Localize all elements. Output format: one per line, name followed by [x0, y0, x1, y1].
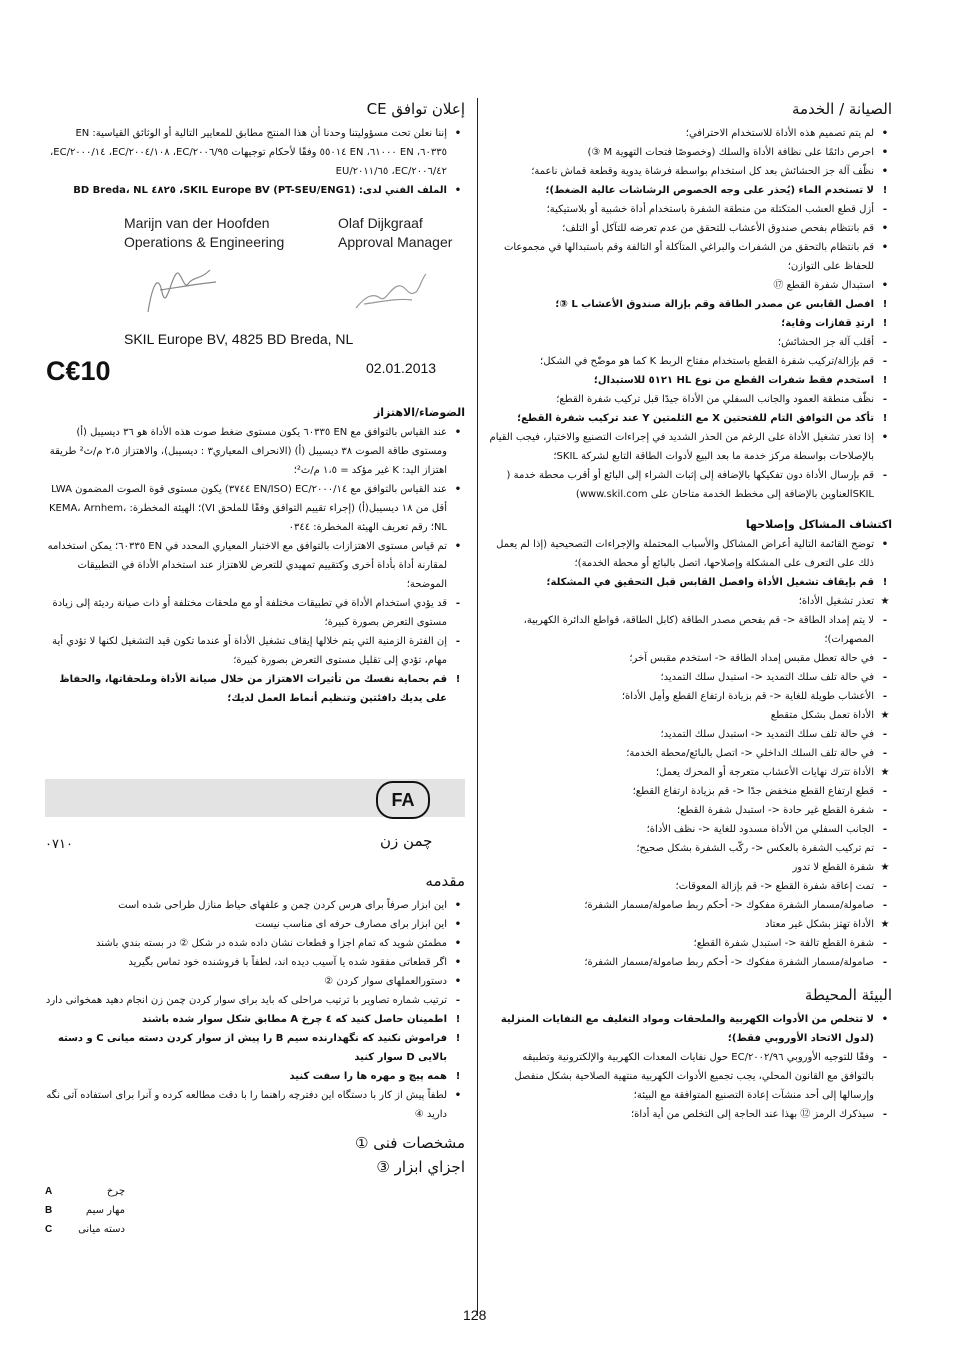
list-item — [45, 632, 465, 670]
list-item-text: احرص دائمًا على نظافة الأداة والسلك (وخصوصًا فتحات التهوية M ③) — [587, 147, 874, 158]
list-item-text: اين ابزار برای مصارف حرفه ای مناسب نيست — [255, 919, 447, 930]
list-item — [488, 352, 892, 371]
bullet-marker: ! — [882, 185, 888, 196]
list-item — [488, 200, 892, 219]
list-item-text: أقلب آلة جز الحشائش؛ — [777, 337, 874, 348]
bullet-marker: • — [881, 242, 889, 253]
bullet-marker: ★ — [880, 919, 890, 930]
list-item — [488, 333, 892, 352]
list-item-text: في حالة تعطل مقبس إمداد الطاقة <- استخدم مقبس آخر؛ — [629, 653, 874, 664]
list-item-text: همه پيچ و مهره ها را سفت كنيد — [289, 1071, 447, 1082]
list-item-text: شفرة القطع غير حادة <- استبدل شفرة القطع؛ — [676, 805, 874, 816]
bullet-marker: • — [454, 919, 462, 930]
list-item-text: الملف الفني لدى: SKIL Europe BV (PT-SEU/ENG1)، ٤٨٢٥ BD Breda، NL — [73, 185, 447, 196]
list-item — [488, 219, 892, 238]
parts-list — [45, 1182, 465, 1239]
list-item-text: الأداة تترك نهايات الأعشاب متعرجة أو المحرك يعمل؛ — [655, 767, 874, 778]
list-item — [45, 670, 465, 708]
bullet-marker: ★ — [880, 767, 890, 778]
list-item-text: تم قياس مستوى الاهتزازات بالتوافق مع الاختبار المعياري المحدد في EN ٦٠٣٣٥؛ يمكن استخدامه لمقارنة أداة بأداة أخرى وكتقييم تمهيدي للتعرض للاهتزاز عند استخدام الأداة في التطبيقات الموضحة؛ — [47, 541, 447, 590]
list-item — [488, 801, 892, 820]
list-item — [45, 594, 465, 632]
list-item — [488, 839, 892, 858]
bullet-marker: • — [881, 147, 889, 158]
bullet-marker: • — [454, 957, 462, 968]
declaration-date: 02.01.2013 — [366, 360, 437, 376]
bullet-marker: - — [882, 786, 888, 797]
list-item — [45, 934, 465, 953]
bullet-marker: • — [454, 427, 462, 438]
bullet-marker: ! — [882, 375, 888, 386]
bullet-marker: - — [882, 470, 888, 481]
bullet-marker: • — [454, 541, 462, 552]
list-item — [488, 143, 892, 162]
fa-model-number: ٠٧١٠ — [45, 836, 73, 851]
bullet-marker: ! — [882, 413, 888, 424]
list-item — [488, 124, 892, 143]
list-item-text: عند القياس بالتوافق مع ٢٠٠٠/١٤/EC (EN/ISO ٣٧٤٤) يكون مستوى قوة الصوت المضمون LWA أقل من ١٨ ديسيبل(أ) (إجراء تقييم التوافق وفقًا للملحق VI)؛ الهيئة المخطرة: KEMA، Arnhem، NL؛ رقم تعريف الهيئة المخطرة: ٠٣٤٤ — [48, 484, 447, 533]
bullet-marker: ★ — [880, 862, 890, 873]
list-item-text: قم بإيقاف تشغيل الأداة وافصل القابس قبل التحقيق في المشكلة؛ — [546, 577, 874, 588]
list-item — [45, 480, 465, 537]
list-item-text: قد يؤدي استخدام الأداة في تطبيقات مختلفة أو مع ملحقات مختلفة أو ذات صيانة رديئة إلى زيادة مستوى التعرض بصورة كبيرة؛ — [52, 598, 447, 628]
list-item-text: فراموش نكنيد كه نگهدارنده سيم B را پيش از سوار كردن دسته ميانی C و دسته بالايی D سوار كنيد — [57, 1033, 447, 1063]
ce-mark-logo: C€10 — [46, 356, 111, 386]
list-item-text: تمت إعاقة شفرة القطع <- قم بإزالة المعوقات؛ — [675, 881, 874, 892]
list-item-text: استخدم فقط شفرات القطع من نوع HL ٥١٢١ للاستبدال؛ — [593, 375, 874, 386]
bullet-marker: • — [881, 1014, 889, 1025]
list-item-text: قم بانتظام بالتحقق من الشفرات والبراغي المتآكلة أو التالفة وقم باستبدالها في مجموعات للحفاظ على التوازن؛ — [503, 242, 874, 272]
list-item — [45, 972, 465, 991]
list-item — [45, 124, 465, 181]
signer2-role: Approval Manager — [338, 234, 453, 250]
list-item-text: قم بانتظام بفحص صندوق الأعشاب للتحقق من عدم تعرضه للتآكل أو التلف؛ — [562, 223, 874, 234]
list-item — [488, 725, 892, 744]
list-item — [488, 535, 892, 573]
list-item — [488, 763, 892, 782]
bullet-marker: - — [882, 356, 888, 367]
bullet-marker: • — [454, 938, 462, 949]
bullet-marker: - — [882, 805, 888, 816]
bullet-marker: - — [882, 653, 888, 664]
bullet-marker: - — [882, 900, 888, 911]
bullet-marker: • — [881, 432, 889, 443]
bullet-marker: • — [881, 539, 889, 550]
list-item — [488, 649, 892, 668]
signer1-role: Operations & Engineering — [124, 234, 285, 250]
list-item — [488, 276, 892, 295]
list-item — [488, 409, 892, 428]
signature-1 — [140, 262, 220, 317]
list-item-text: لا يتم إمداد الطاقة <- قم بفحص مصدر الطاقة (كابل الطاقة، قواطع الدائرة الكهربية، المصهرات)؛ — [523, 615, 874, 645]
bullet-marker: ★ — [880, 596, 890, 607]
bullet-marker: - — [882, 938, 888, 949]
list-item-text: تم تركيب الشفرة بالعكس <- ركّب الشفرة بشكل صحيح؛ — [636, 843, 874, 854]
list-item-text: اين ابزار صرفاً براى هرس كردن چمن و علفهای حیاط منازل طراحی شده است — [118, 900, 447, 911]
fa-section — [45, 872, 465, 1239]
list-item-text: عند القياس بالتوافق مع EN ٦٠٣٣٥ يكون مستوى ضغط صوت هذه الأداة هو ٣٦ ديسيبل (أ) ومستوى طاقة الصوت ٣٨ ديسيبل (أ) (الانحراف المعياري٣ : ديسيبل)، والاهتزاز ٢،٥ م/ث² طريقة اهتزاز اليد: K غير مؤكد = ١،٥ م/ث²؛ — [49, 427, 447, 476]
list-item — [45, 953, 465, 972]
list-item-text: في حالة تلف سلك التمديد <- استبدل سلك التمديد؛ — [660, 729, 874, 740]
conformity-list — [45, 124, 465, 200]
noise-section — [45, 406, 465, 708]
list-item-text: دستورالعملهای سوار كردن ② — [324, 976, 447, 987]
list-item — [45, 537, 465, 594]
specs-heading: مشخصات فنی ① — [355, 1134, 465, 1152]
list-item — [488, 592, 892, 611]
bullet-marker: ★ — [880, 710, 890, 721]
list-item — [488, 858, 892, 877]
list-item-text: لم يتم تصميم هذه الأداة للاستخدام الاحترافي؛ — [685, 128, 874, 139]
list-item-text: الأداة تعمل بشكل متقطع — [770, 710, 874, 721]
part-item — [45, 1201, 125, 1220]
list-item-text: لا تتخلص من الأدوات الكهربية والملحقات ومواد التغليف مع النفايات المنزلية (لدول الاتحاد الأوروبي فقط)؛ — [500, 1014, 874, 1044]
bullet-marker: • — [881, 223, 889, 234]
environment-list — [488, 1010, 892, 1124]
troubleshooting-list — [488, 535, 892, 972]
list-item-text: تعذر تشغيل الأداة؛ — [798, 596, 874, 607]
list-item — [45, 181, 465, 200]
list-item-text: استبدال شفرة القطع ⑰ — [773, 280, 874, 291]
list-item-text: قم بإرسال الأداة دون تفكيكها بالإضافة إلى إثبات الشراء إلى البائع أو أقرب محطة خدمة ( SKILالعناوين بالإضافة إلى مخطط الخدمة متاحان على www.skil.com) — [506, 470, 874, 500]
noise-list — [45, 423, 465, 708]
bullet-marker: - — [882, 824, 888, 835]
right-column — [488, 100, 892, 1124]
bullet-marker: - — [882, 691, 888, 702]
bullet-marker: ! — [882, 577, 888, 588]
list-item-text: في حالة تلف السلك الداخلي <- اتصل بالبائع/محطة الخدمة؛ — [626, 748, 874, 759]
list-item-text: تأكد من التوافق التام للفتحتين X مع الثلمتين Y عند تركيب شفرة القطع؛ — [517, 413, 874, 424]
list-item-text: لا تستخدم الماء (يُحذر على وجه الخصوص الرشاشات عالية الضغط)؛ — [545, 185, 874, 196]
intro-list — [45, 896, 465, 1124]
list-item — [45, 896, 465, 915]
part-key: B — [45, 1205, 53, 1216]
list-item — [488, 953, 892, 972]
list-item — [488, 611, 892, 649]
bullet-marker: - — [882, 615, 888, 626]
part-item — [45, 1182, 125, 1201]
noise-heading: الضوضاء/الاهتزاز — [373, 406, 465, 419]
list-item-text: سيذكرك الرمز ⑫ بهذا عند الحاجة إلى التخلص من أية أداة؛ — [630, 1109, 874, 1120]
list-item-text: لطفاً پيش از كار با دستگاه اين دفترچه راهنما را با دقت مطالعه كرده و آنرا برای استفاده آتی نگه داريد ④ — [46, 1090, 447, 1120]
list-item — [488, 820, 892, 839]
bullet-marker: - — [882, 394, 888, 405]
bullet-marker: - — [882, 337, 888, 348]
list-item — [488, 687, 892, 706]
part-name: چرخ — [106, 1186, 125, 1197]
list-item — [488, 371, 892, 390]
troubleshooting-heading: اكتشاف المشاكل وإصلاحها — [745, 518, 892, 531]
list-item — [488, 934, 892, 953]
list-item-text: قم بإزالة/تركيب شفرة القطع باستخدام مفتاح الربط K كما هو موضّح في الشكل؛ — [540, 356, 874, 367]
list-item — [488, 1105, 892, 1124]
list-item-text: وفقًا للتوجيه الأوروبي ٢٠٠٢/٩٦/EC حول نفايات المعدات الكهربية والإلكترونية وتطبيقه بالتوافق مع القانون المحلي، يجب تجميع الأدوات الكهربية منتهية الصلاحية بشكل منفصل وإرسالها إلى أحد منشآت إعادة التصنيع المتوافقة مع البيئة؛ — [514, 1052, 874, 1101]
list-item — [45, 423, 465, 480]
list-item — [45, 1086, 465, 1124]
company-address: SKIL Europe BV, 4825 BD Breda, NL — [124, 331, 354, 347]
signer2-name: Olaf Dijkgraaf — [338, 215, 423, 231]
list-item — [488, 314, 892, 333]
bullet-marker: - — [882, 672, 888, 683]
list-item-text: شفرة القطع لا تدور — [792, 862, 874, 873]
signer1-name: Marijn van der Hoofden — [124, 215, 270, 231]
list-item-text: توضح القائمة التالية أعراض المشاكل والأسباب المحتملة والإجراءات التصحيحية (إذا لم يعمل ذلك على التعرف على المشكلة وإصلاحها، اتصل بالبائع أو محطة الخدمة)؛ — [496, 539, 874, 569]
list-item — [45, 915, 465, 934]
list-item-text: قم بحماية نفسك من تأثيرات الاهتزاز من خلال صيانة الأداة وملحقاتها، والحفاظ على يديك دافئتين وتنظيم أنماط العمل لديك؛ — [59, 674, 447, 704]
bullet-marker: - — [882, 1052, 888, 1063]
list-item — [488, 915, 892, 934]
list-item — [488, 782, 892, 801]
list-item-text: الأعشاب طويلة للغاية <- قم بزيادة ارتفاع القطع وأمِل الأداة؛ — [621, 691, 874, 702]
bullet-marker: - — [455, 636, 461, 647]
signature-2 — [350, 268, 430, 316]
list-item-text: اطمينان حاصل كنيد كه ٤ چرخ A مطابق شكل سوار شده باشند — [141, 1014, 447, 1025]
list-item — [488, 390, 892, 409]
bullet-marker: • — [454, 128, 462, 139]
part-key: C — [45, 1224, 53, 1235]
list-item — [488, 896, 892, 915]
list-item-text: شفرة القطع تالفة <- استبدل شفرة القطع؛ — [693, 938, 874, 949]
bullet-marker: • — [454, 484, 462, 495]
list-item — [488, 428, 892, 466]
maintenance-list — [488, 124, 892, 504]
list-item — [488, 1010, 892, 1048]
bullet-marker: • — [454, 185, 462, 196]
list-item — [488, 238, 892, 276]
bullet-marker: • — [454, 976, 462, 987]
list-item-text: مطمئن شويد كه تمام اجزا و قطعات نشان داده شده در شكل ② در بسته بندي باشند — [95, 938, 447, 949]
bullet-marker: - — [882, 204, 888, 215]
list-item — [488, 706, 892, 725]
list-item-text: صامولة/مسمار الشفرة مفكوك <- أحكم ربط صامولة/مسمار الشفرة؛ — [584, 957, 874, 968]
fa-language-badge: FA — [376, 781, 430, 819]
bullet-marker: ! — [455, 1033, 461, 1044]
conformity-heading: إعلان توافق CE — [366, 100, 465, 118]
bullet-marker: ! — [455, 674, 461, 685]
list-item-text: نظّف منطقة العمود والجانب السفلي من الأداة جيدًا قبل تركيب شفرة القطع؛ — [556, 394, 874, 405]
part-key: A — [45, 1186, 53, 1197]
bullet-marker: - — [882, 881, 888, 892]
intro-heading: مقدمه — [425, 872, 465, 890]
bullet-marker: ! — [882, 318, 888, 329]
bullet-marker: - — [455, 995, 461, 1006]
list-item-text: نظّف آلة جز الحشائش بعد كل استخدام بواسطة فرشاة يدوية وقطعة قماش ناعمة؛ — [531, 166, 874, 177]
list-item-text: إننا نعلن تحت مسؤوليتنا وحدنا أن هذا المنتج مطابق للمعايير التالية أو الوثائق القياسية: EN ٦٠٣٣٥، EN ٦١٠٠٠، EN ٥٥٠١٤ وفقًا لأحكام توجيهات ٢٠٠٦/٩٥/EC، ٢٠٠٤/١٠٨/EC، ٢٠٠٠/١٤/EC، ٢٠٠٦/٤٢/EC، ٢٠١١/٦٥/EU — [50, 128, 447, 177]
fa-product-title: چمن زن — [380, 832, 433, 850]
maintenance-heading: الصيانة / الخدمة — [791, 100, 892, 118]
list-item — [488, 668, 892, 687]
part-item — [45, 1220, 125, 1239]
bullet-marker: - — [882, 843, 888, 854]
list-item-text: إن الفترة الزمنية التي يتم خلالها إيقاف تشغيل الأداة أو عندما تكون قيد التشغيل لكنها لا تؤدي أية مهام، تؤدي إلى تقليل مستوى التعرض بصورة كبيرة؛ — [52, 636, 447, 666]
left-column — [45, 100, 465, 200]
bullet-marker: • — [881, 280, 889, 291]
list-item — [488, 573, 892, 592]
list-item-text: قطع ارتفاع القطع منخفض جدًا <- قم بزيادة ارتفاع القطع؛ — [632, 786, 874, 797]
page-number: 128 — [463, 1307, 487, 1323]
list-item — [488, 1048, 892, 1105]
list-item — [488, 466, 892, 504]
list-item-text: ارتدِ قفازات وقاية؛ — [781, 318, 874, 329]
bullet-marker: ! — [455, 1071, 461, 1082]
bullet-marker: • — [454, 900, 462, 911]
list-item-text: صامولة/مسمار الشفرة مفكوك <- أحكم ربط صامولة/مسمار الشفرة؛ — [584, 900, 874, 911]
list-item-text: الجانب السفلي من الأداة مسدود للغاية <- نظف الأداة؛ — [646, 824, 874, 835]
list-item-text: إذا تعذر تشغيل الأداة على الرغم من الحذر الشديد في إجراءات التصنيع والاختبار، فيجب القيام بالإصلاحات بواسطة مركز خدمة ما بعد البيع لأدوات الطاقة التابع لشركة SKIL؛ — [489, 432, 874, 462]
bullet-marker: - — [882, 1109, 888, 1120]
bullet-marker: - — [882, 729, 888, 740]
part-name: دسته میانی — [78, 1224, 125, 1235]
list-item — [45, 1067, 465, 1086]
column-divider — [477, 98, 478, 1316]
list-item — [45, 991, 465, 1010]
list-item — [488, 181, 892, 200]
list-item-text: في حالة تلف سلك التمديد <- استبدل سلك التمديد؛ — [660, 672, 874, 683]
bullet-marker: - — [455, 598, 461, 609]
list-item-text: أزل قطع العشب المتكتلة من منطقة الشفرة باستخدام أداة خشبية أو بلاستيكية؛ — [546, 204, 874, 215]
list-item-text: افصل القابس عن مصدر الطاقة وقم بإزالة صندوق الأعشاب L ③؛ — [555, 299, 874, 310]
part-name: مهار سيم — [85, 1205, 125, 1216]
list-item — [45, 1010, 465, 1029]
bullet-marker: • — [454, 1090, 462, 1101]
list-item-text: الأداة تهتز بشكل غير معتاد — [765, 919, 874, 930]
environment-heading: البيئة المحيطة — [804, 986, 892, 1004]
bullet-marker: ! — [882, 299, 888, 310]
list-item-text: ترتيب شماره تصاوير با ترتيب مراحلی كه بايد برای سوار كردن چمن زن انجام دهيد همخوانی دارد — [45, 995, 447, 1006]
bullet-marker: - — [882, 748, 888, 759]
list-item — [488, 744, 892, 763]
list-item — [488, 162, 892, 181]
bullet-marker: • — [881, 128, 889, 139]
list-item — [45, 1029, 465, 1067]
list-item — [488, 295, 892, 314]
parts-heading: اجزاي ابزار ③ — [376, 1158, 465, 1176]
list-item-text: اگر قطعاتی مفقود شده يا آسيب ديده اند، لطفاً با فروشنده خود تماس بگيريد — [128, 957, 447, 968]
list-item — [488, 877, 892, 896]
bullet-marker: • — [881, 166, 889, 177]
bullet-marker: ! — [455, 1014, 461, 1025]
bullet-marker: - — [882, 957, 888, 968]
